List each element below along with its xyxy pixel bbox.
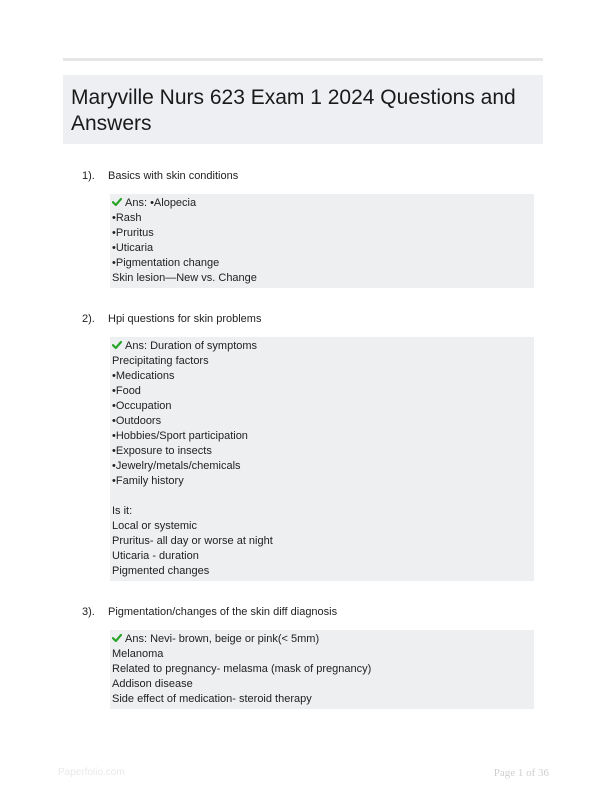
answer-line: Related to pregnancy- melasma (mask of pregnancy) bbox=[112, 663, 372, 675]
answer-line: Melanoma bbox=[112, 648, 164, 660]
answer-line: Pigmented changes bbox=[112, 565, 210, 577]
top-rule bbox=[63, 58, 543, 61]
answer-line: Uticaria - duration bbox=[112, 550, 199, 562]
answer-text: Ans: •Alopecia bbox=[125, 197, 197, 209]
answer-line: Addison disease bbox=[112, 678, 193, 690]
question-text: Pigmentation/changes of the skin diff diagnosis bbox=[108, 606, 338, 618]
answer-line: Local or systemic bbox=[112, 520, 197, 532]
check-icon bbox=[112, 197, 122, 207]
answer-line: •Hobbies/Sport participation bbox=[112, 430, 248, 442]
check-icon bbox=[112, 340, 122, 350]
answer-line: Precipitating factors bbox=[112, 355, 209, 367]
title-banner bbox=[63, 75, 543, 144]
answer-line: •Family history bbox=[112, 475, 184, 487]
answer-line: •Exposure to insects bbox=[112, 445, 212, 457]
blank-line bbox=[112, 489, 534, 504]
check-icon bbox=[112, 633, 122, 643]
question-number: 3). bbox=[82, 606, 95, 618]
footer-watermark: Paperfolio.com bbox=[58, 767, 125, 778]
answer-line bbox=[112, 196, 534, 211]
question-number: 1). bbox=[82, 170, 95, 182]
answer-line: Is it: bbox=[112, 505, 133, 517]
answer-box-1 bbox=[110, 194, 534, 288]
document-title: Maryville Nurs 623 Exam 1 2024 Questions and Answers bbox=[71, 86, 516, 135]
answer-line: •Pigmentation change bbox=[112, 257, 220, 269]
answer-line: •Jewelry/metals/chemicals bbox=[112, 460, 241, 472]
answer-line: Pruritus- all day or worse at night bbox=[112, 535, 273, 547]
answer-box-2 bbox=[110, 337, 534, 581]
answer-line: •Uticaria bbox=[112, 242, 154, 254]
question-number: 2). bbox=[82, 313, 95, 325]
question-text: Hpi questions for skin problems bbox=[108, 313, 262, 325]
answer-line bbox=[112, 339, 534, 354]
answer-line: •Outdoors bbox=[112, 415, 162, 427]
question-text: Basics with skin conditions bbox=[108, 170, 239, 182]
answer-line: •Pruritus bbox=[112, 227, 154, 239]
answer-line: •Food bbox=[112, 385, 141, 397]
answer-box-3 bbox=[110, 630, 534, 709]
answer-text: Ans: Nevi- brown, beige or pink(< 5mm) bbox=[125, 633, 320, 645]
answer-line: •Rash bbox=[112, 212, 142, 224]
answer-line: •Occupation bbox=[112, 400, 172, 412]
answer-line: Skin lesion—New vs. Change bbox=[112, 272, 257, 284]
answer-text: Ans: Duration of symptoms bbox=[125, 340, 258, 352]
page-number: Page 1 of 36 bbox=[493, 767, 549, 779]
answer-line bbox=[112, 632, 534, 647]
answer-line: Side effect of medication- steroid therapy bbox=[112, 693, 312, 705]
answer-line: •Medications bbox=[112, 370, 175, 382]
